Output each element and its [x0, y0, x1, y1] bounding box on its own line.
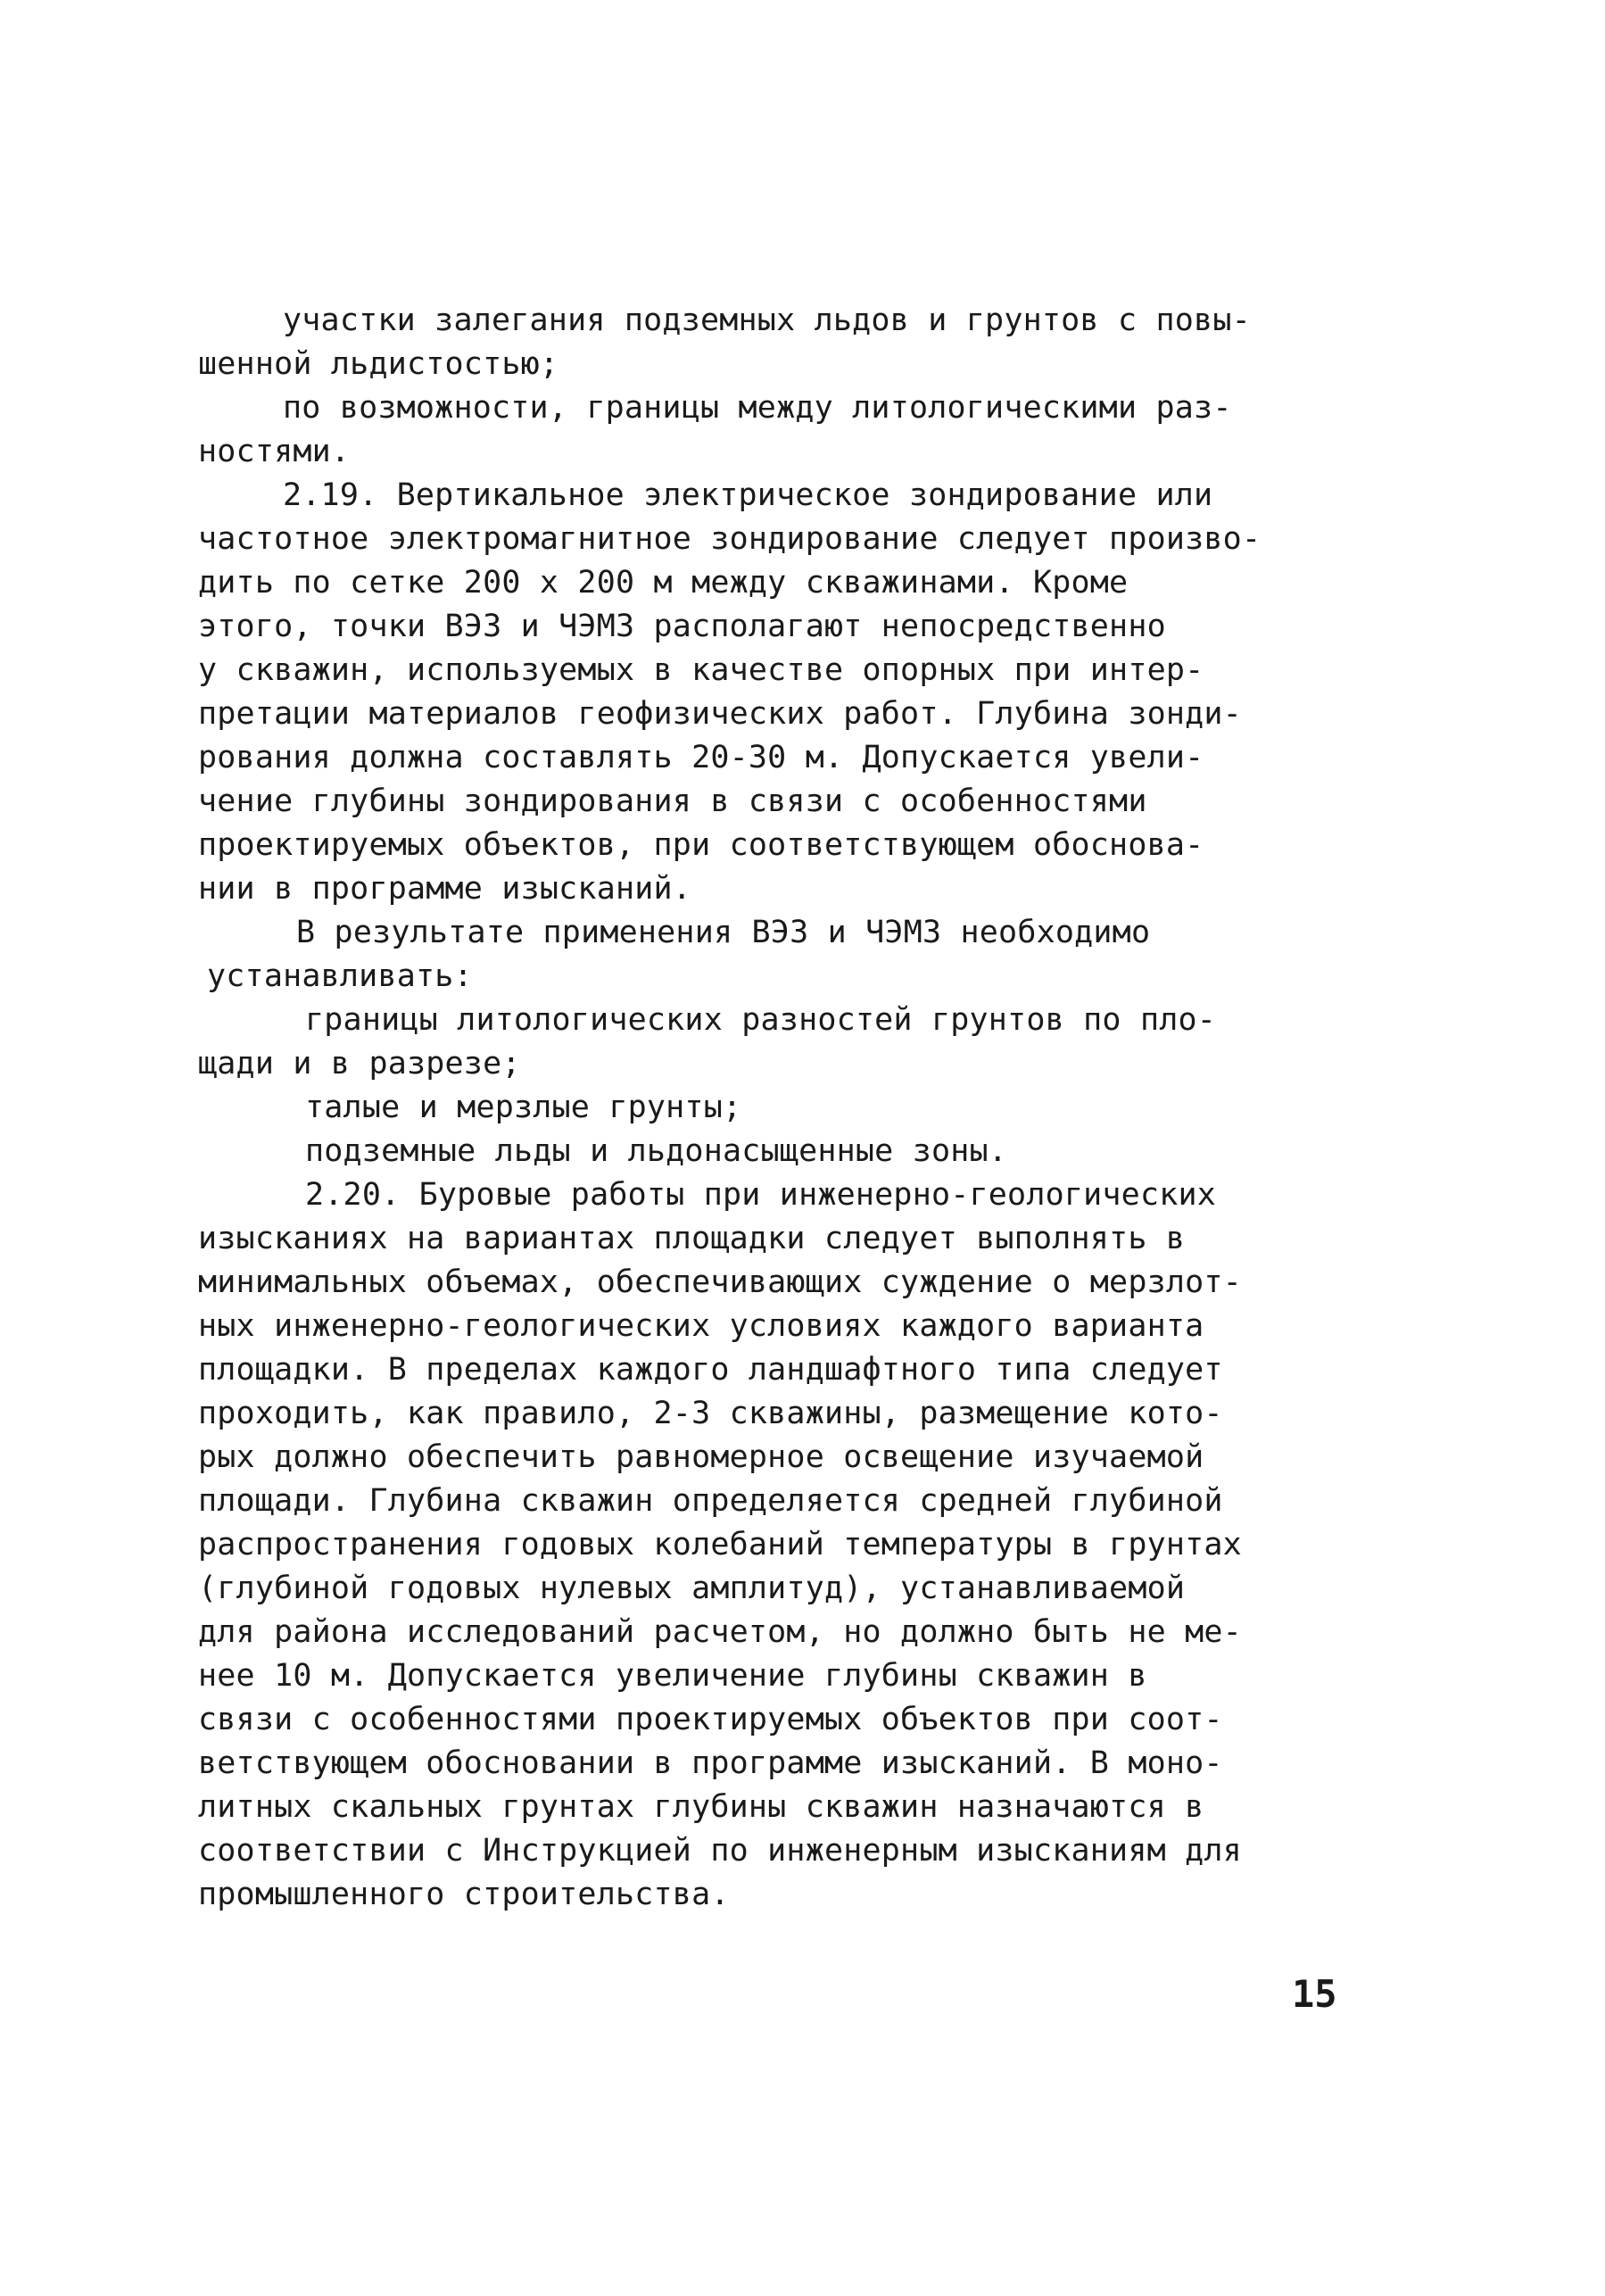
text-line: площадки. В пределах каждого ландшафтного типа следует	[198, 1352, 1223, 1388]
text-line: шенной льдистостью;	[198, 346, 559, 382]
text-line: проектируемых объектов, при соответствующем обоснова-	[198, 827, 1204, 863]
text-line: площади. Глубина скважин определяется средней глубиной	[198, 1483, 1223, 1519]
text-line: проходить, как правило, 2-3 скважины, размещение кото-	[198, 1396, 1223, 1431]
section-2-20-start: 2.20. Буровые работы при инженерно-геологических	[305, 1177, 1217, 1213]
list-item: подземные льды и льдонасыщенные зоны.	[305, 1133, 1008, 1169]
text-line: претации материалов геофизических работ. Глубина зонди-	[198, 696, 1242, 732]
section-2-19-start: 2.19. Вертикальное электрическое зондирование или	[283, 477, 1213, 513]
text-line: частотное электромагнитное зондирование следует произво-	[198, 521, 1262, 557]
list-item: талые и мерзлые грунты;	[305, 1090, 742, 1125]
text-line: ветствующем обосновании в программе изысканий. В моно-	[198, 1745, 1223, 1781]
text-line: минимальных объемах, обеспечивающих суждение о мерзлот-	[198, 1264, 1242, 1300]
text-line: (глубиной годовых нулевых амплитуд), устанавливаемой	[198, 1571, 1186, 1606]
text-line: нее 10 м. Допускается увеличение глубины скважин в	[198, 1658, 1147, 1694]
body-text	[198, 299, 1394, 1917]
page-number: 15	[1292, 1972, 1337, 2016]
text-line: ностями.	[198, 434, 351, 469]
text-line: рования должна составлять 20-30 м. Допускается увели-	[198, 740, 1204, 775]
text-line: щади и в разрезе;	[198, 1046, 521, 1082]
text-line: рых должно обеспечить равномерное освещение изучаемой	[198, 1439, 1204, 1475]
text-line: по возможности, границы между литологическими раз-	[283, 390, 1232, 426]
text-line: распространения годовых колебаний температуры в грунтах	[198, 1527, 1242, 1562]
text-line: связи с особенностями проектируемых объектов при соот-	[198, 1702, 1223, 1737]
text-line: для района исследований расчетом, но должно быть не ме-	[198, 1614, 1242, 1650]
text-line: В результате применения ВЭЗ и ЧЭМЗ необходимо	[296, 915, 1151, 950]
text-line: этого, точки ВЭЗ и ЧЭМЗ располагают непосредственно	[198, 609, 1166, 644]
text-line: у скважин, используемых в качестве опорных при интер-	[198, 652, 1204, 688]
text-line: дить по сетке 200 х 200 м между скважинами. Кроме	[198, 565, 1129, 601]
text-line: устанавливать:	[207, 958, 473, 994]
text-line: чение глубины зондирования в связи с особенностями	[198, 783, 1147, 819]
text-line: соответствии с Инструкцией по инженерным изысканиям для	[198, 1833, 1242, 1869]
text-line: участки залегания подземных льдов и грунтов с повы-	[283, 303, 1251, 338]
text-line: изысканиях на вариантах площадки следует выполнять в	[198, 1221, 1186, 1256]
list-item: границы литологических разностей грунтов по пло-	[305, 1002, 1217, 1038]
text-line: промышленного строительства.	[198, 1877, 730, 1912]
text-line: нии в программе изысканий.	[198, 871, 692, 907]
text-line: ных инженерно-геологических условиях каждого варианта	[198, 1308, 1204, 1344]
text-line: литных скальных грунтах глубины скважин назначаются в	[198, 1789, 1204, 1825]
